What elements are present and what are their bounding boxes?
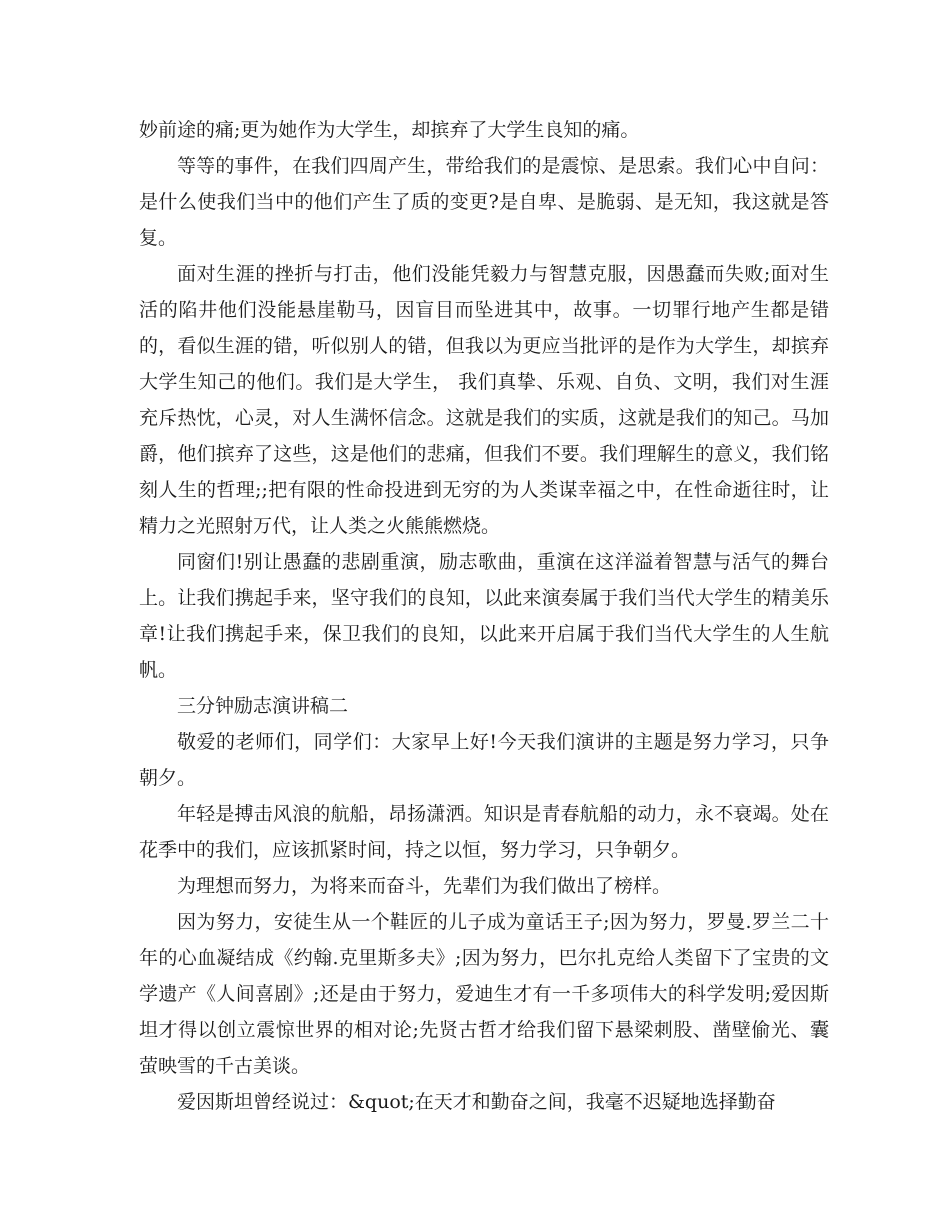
paragraph: 因为努力，安徒生从一个鞋匠的儿子成为童话王子;因为努力，罗曼.罗兰二十年的心血凝结成《约翰.克里斯多夫》;因为努力，巴尔扎克给人类留下了宝贵的文学遗产《人间喜剧》;还是由于努力，爱迪生才有一千多项伟大的科学发明;爱因斯坦才得以创立震惊世界的相对论;先贤古哲才给我们留下悬梁刺股、凿壁偷光、囊萤映雪的千古美谈。 (139, 911, 829, 1077)
paragraph: 年轻是搏击风浪的航船，昂扬潇洒。知识是青春航船的动力，永不衰竭。处在花季中的我们，应该抓紧时间，持之以恒，努力学习，只争朝夕。 (139, 803, 829, 861)
paragraph: 面对生涯的挫折与打击，他们没能凭毅力与智慧克服，因愚蠢而失败;面对生活的陷井他们没能悬崖勒马，因盲目而坠进其中，故事。一切罪行地产生都是错的，看似生涯的错，听似别人的错，但我以为更应当批评的是作为大学生，却摈弃大学生知己的他们。我们是大学生， 我们真挚、乐观、自负、文明，我们对生涯充斥热忱，心灵，对人生满怀信念。这就是我们的实质，这就是我们的知己。马加爵，他们摈弃了这些，这是他们的悲痛，但我们不要。我们理解生的意义，我们铭刻人生的哲理;;把有限的性命投进到无穷的为人类谋幸福之中，在性命逝往时，让精力之光照射万代，让人类之火熊熊燃烧。 (139, 263, 829, 537)
paragraph: 敬爱的老师们，同学们：大家早上好!今天我们演讲的主题是努力学习，只争朝夕。 (139, 731, 829, 789)
paragraph: 为理想而努力，为将来而奋斗，先辈们为我们做出了榜样。 (177, 875, 672, 897)
section-heading: 三分钟励志演讲稿二 (177, 695, 349, 717)
document-body (139, 112, 829, 1120)
paragraph: 爱因斯坦曾经说过：&quot;在天才和勤奋之间，我毫不迟疑地选择勤奋 (177, 1091, 776, 1113)
paragraph: 等等的事件，在我们四周产生，带给我们的是震惊、是思索。我们心中自问：是什么使我们当中的他们产生了质的变更?是自卑、是脆弱、是无知，我这就是答复。 (139, 155, 829, 249)
paragraph: 同窗们!别让愚蠢的悲剧重演，励志歌曲，重演在这洋溢着智慧与活气的舞台上。让我们携起手来，坚守我们的良知，以此来演奏属于我们当代大学生的精美乐章!让我们携起手来，保卫我们的良知，以此来开启属于我们当代大学生的人生航帆。 (139, 551, 829, 681)
paragraph-continuation: 妙前途的痛;更为她作为大学生，却摈弃了大学生良知的痛。 (139, 119, 640, 141)
